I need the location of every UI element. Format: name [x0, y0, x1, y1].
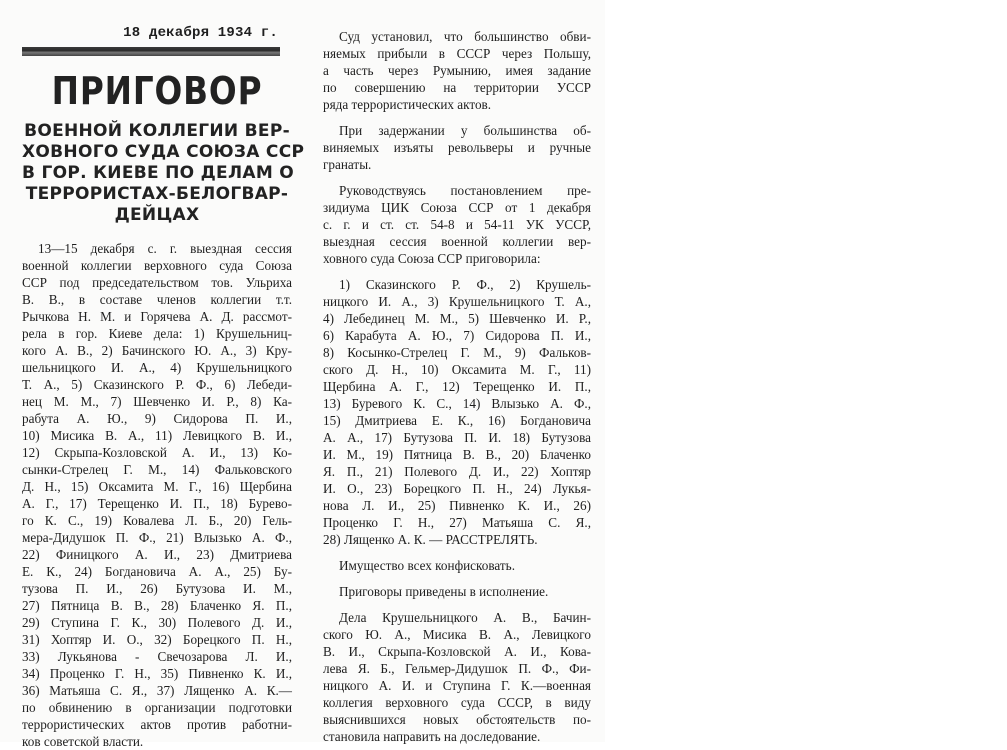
text-line: няемых прибыли в СССР через Польшу,: [323, 46, 591, 61]
text-line: ССР под председательством тов. Ульриха: [22, 275, 292, 290]
text-line: по совершению на территории УССР: [323, 80, 591, 95]
subheadline: [22, 121, 305, 226]
legal-basis-paragraph: [323, 182, 591, 267]
text-line: 28) Лященко А. К. — РАССТРЕЛЯТЬ.: [323, 532, 538, 547]
text-line: военной коллегии верховного суда Союза: [22, 258, 292, 273]
text-line: ского Д. Н., 10) Оксамита М. Г., 11): [323, 362, 591, 377]
text-line: Я. П., 21) Полевого Д. И., 22) Хоптяр: [323, 464, 591, 479]
text-line: коллегия верховного суда СССР, в виду: [323, 695, 591, 710]
text-line: мера-Дидушок П. Ф., 21) Влызько А. Ф.,: [22, 530, 292, 545]
text-line: рабута А. Ю., 9) Сидорова П. И.,: [22, 411, 292, 426]
text-line: Рычкова Н. М. и Горячева А. Д. рассмот-: [22, 309, 292, 324]
dateline: 18 декабря 1934 г.: [123, 25, 278, 41]
text-line: 12) Скрыпа-Козловской А. И., 13) Ко-: [22, 445, 292, 460]
text-line: шельницкого И. А., 4) Крушельницкого: [22, 360, 292, 375]
court-findings-paragraph: [323, 28, 591, 113]
text-line: 8) Косынко-Стрелец Г. М., 9) Фальков-: [323, 345, 591, 360]
text-line: ницкого И. А., 3) Крушельницкого Т. А.,: [323, 294, 591, 309]
text-line: Д. Н., 15) Оксамита М. Г., 16) Щербина: [22, 479, 292, 494]
text-line: виняемых изъяты револьверы и ручные: [323, 140, 591, 155]
text-line: выездная сессия военной коллегии вер-: [323, 234, 591, 249]
text-line: 29) Ступина Г. К., 30) Полевого Д. И.,: [22, 615, 292, 630]
text-line: лева Я. Б., Гельмер-Дидушок П. Ф., Фи-: [323, 661, 591, 676]
text-line: В. И., Скрыпа-Козловской А. И., Кова-: [323, 644, 591, 659]
subheadline-line: В ГОР. КИЕВЕ ПО ДЕЛАМ О: [22, 163, 295, 183]
text-line: гранаты.: [323, 157, 372, 172]
subheadline-line: ДЕЙЦАХ: [114, 205, 200, 225]
confiscation-paragraph: [323, 557, 591, 574]
text-line: 15) Дмитриева Е. К., 16) Богдановича: [323, 413, 591, 428]
verdict-intro-paragraph: [22, 240, 292, 750]
text-line: Приговоры приведены в исполнение.: [339, 584, 549, 599]
text-line: по обвинению в организации подготовки: [22, 700, 292, 715]
text-line: В. В., в составе членов коллегии т.т.: [22, 292, 292, 307]
text-line: становила направить на доследование.: [323, 729, 541, 744]
text-line: а часть через Румынию, имея задание: [323, 63, 591, 78]
text-line: 1) Сказинского Р. Ф., 2) Крушель-: [339, 277, 591, 292]
text-line: 10) Мисика В. А., 11) Левицкого В. И.,: [22, 428, 292, 443]
text-line: нец М. М., 7) Шевченко И. Р., 8) Ка-: [22, 394, 292, 409]
header-rule: [22, 47, 280, 56]
headline: ПРИГОВОР: [51, 69, 263, 113]
text-line: 33) Лукьянова - Свечозарова Л. И.,: [22, 649, 292, 664]
text-line: нова Л. И., 25) Пивненко К. И., 26): [323, 498, 591, 513]
text-line: А. А., 17) Бутузова П. И. 18) Бутузова: [323, 430, 591, 445]
text-line: Е. К., 24) Богдановича А. А., 25) Бу-: [22, 564, 292, 579]
text-line: 31) Хоптяр И. О., 32) Борецкого П. Н.,: [22, 632, 292, 647]
text-line: 13) Буревого К. С., 14) Влызько А. Ф.,: [323, 396, 591, 411]
text-line: ницкого А. И. и Ступина Г. К.—военная: [323, 678, 591, 693]
text-line: Имущество всех конфисковать.: [339, 558, 515, 573]
text-line: 27) Пятница В. В., 28) Блаченко Я. П.,: [22, 598, 292, 613]
text-line: кого А. В., 2) Бачинского Ю. А., 3) Кру-: [22, 343, 292, 358]
subheadline-line: ХОВНОГО СУДА СОЮЗА ССР: [22, 142, 305, 162]
text-line: ряда террористических актов.: [323, 97, 492, 112]
text-line: 22) Финицкого А. И., 23) Дмитриева: [22, 547, 292, 562]
text-line: 4) Лебединец М. М., 5) Шевченко И. Р.,: [323, 311, 591, 326]
text-line: ского Ю. А., Мисика В. А., Левицкого: [323, 627, 591, 642]
text-line: И. О., 23) Борецкого П. Н., 24) Лукья-: [323, 481, 591, 496]
execution-paragraph: [323, 583, 591, 600]
sentenced-list-paragraph: [323, 276, 591, 548]
text-line: 13—15 декабря с. г. выездная сессия: [38, 241, 292, 256]
subheadline-line: ТЕРРОРИСТАХ-БЕЛОГВАР-: [25, 184, 289, 204]
text-line: ков советской власти.: [22, 734, 144, 749]
text-line: террористических актов против работни-: [22, 717, 292, 732]
text-line: 36) Матьяша С. Я., 37) Лященко А. К.—: [22, 683, 292, 698]
text-line: А. Г., 17) Терещенко И. П., 18) Бурево-: [22, 496, 292, 511]
text-line: Т. А., 5) Сказинского Р. Ф., 6) Лебеди-: [22, 377, 292, 392]
text-line: Руководствуясь постановлением пре-: [339, 183, 591, 198]
column-left: [22, 22, 305, 750]
text-line: зидиума ЦИК Союза ССР от 1 декабря: [323, 200, 591, 215]
text-line: Дела Крушельницкого А. В., Бачин-: [339, 610, 591, 625]
text-line: сынки-Стрелец Г. М., 14) Фальковского: [22, 462, 292, 477]
weapons-paragraph: [323, 122, 591, 173]
text-line: 34) Проценко Г. Н., 35) Пивненко К. И.,: [22, 666, 292, 681]
text-line: выяснившихся новых обстоятельств по-: [323, 712, 591, 727]
text-line: 6) Карабута А. Ю., 7) Сидорова П. И.,: [323, 328, 591, 343]
column-right: [323, 28, 591, 745]
text-line: При задержании у большинства об-: [339, 123, 591, 138]
text-line: Проценко Г. Н., 27) Матьяша С. Я.,: [323, 515, 591, 530]
text-line: рела в гор. Киеве дела: 1) Крушельниц-: [22, 326, 292, 341]
text-line: Щербина А. Г., 12) Терещенко И. П.,: [323, 379, 591, 394]
text-line: Суд установил, что большинство обви-: [339, 29, 591, 44]
further-investigation-paragraph: [323, 609, 591, 745]
text-line: тузова П. И., 26) Бутузова И. М.,: [22, 581, 292, 596]
subheadline-line: ВОЕННОЙ КОЛЛЕГИИ ВЕР-: [24, 121, 290, 141]
text-line: го К. С., 19) Ковалева Л. Б., 20) Гель-: [22, 513, 292, 528]
text-line: с. г. и ст. ст. 54-8 и 54-11 УК УССР,: [323, 217, 591, 232]
text-line: ховного суда Союза ССР приговорила:: [323, 251, 541, 266]
text-line: И. М., 19) Пятница В. В., 20) Блаченко: [323, 447, 591, 462]
